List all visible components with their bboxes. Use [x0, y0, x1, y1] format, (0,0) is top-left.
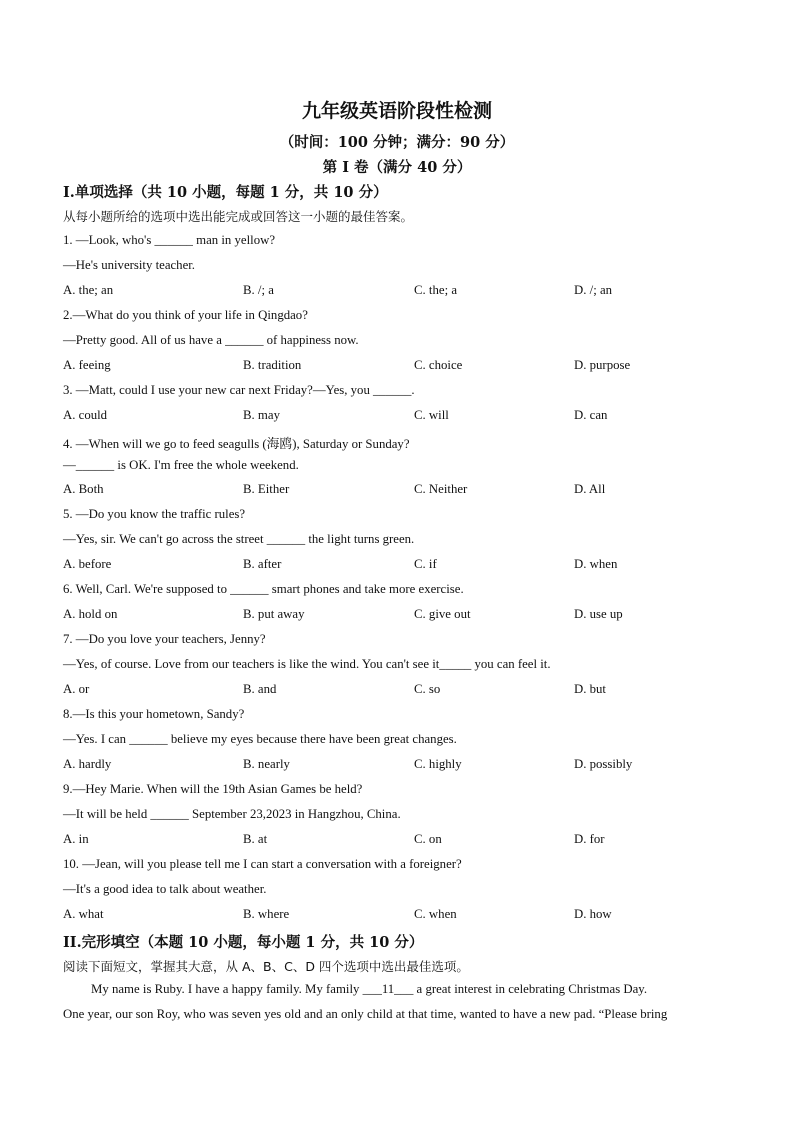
question-10-line-2: —It's a good idea to talk about weather. — [63, 882, 267, 896]
cloze-text: My name is Ruby. I have a happy family. My family — [91, 982, 363, 996]
option-d: D. when — [574, 557, 618, 571]
option-d: D. /; an — [574, 283, 613, 297]
option-c: C. highly — [414, 757, 462, 771]
section-1-instruction: 从每小题所给的选项中选出能完成或回答这一小题的最佳答案。 — [63, 209, 414, 224]
question-1-line-1: 1. —Look, who's ______ man in yellow? — [63, 233, 276, 247]
question-5-options — [63, 557, 743, 575]
cloze-text: a great interest in celebrating Christmas Day. — [413, 982, 648, 996]
option-c: C. give out — [414, 607, 471, 621]
cloze-blank-11: ___11___ — [362, 982, 414, 996]
option-a: A. or — [63, 682, 90, 696]
option-b: B. /; a — [243, 283, 274, 297]
exam-time-info: （时间：100 分钟；满分：90 分） — [279, 134, 515, 151]
option-b: B. nearly — [243, 757, 290, 771]
option-a: A. before — [63, 557, 112, 571]
question-4-line-2: —______ is OK. I'm free the whole weekend. — [63, 458, 299, 472]
option-d: D. can — [574, 408, 608, 422]
cloze-paragraph-line-2: One year, our son Roy, who was seven yes old and an only child at that time, wanted to have a new pad. “Please bring — [63, 1007, 668, 1021]
option-a: A. the; an — [63, 283, 114, 297]
option-a: A. feeing — [63, 358, 111, 372]
option-c: C. Neither — [414, 482, 468, 496]
option-d: D. use up — [574, 607, 623, 621]
option-d: D. purpose — [574, 358, 631, 372]
option-d: D. All — [574, 482, 606, 496]
option-c: C. on — [414, 832, 442, 846]
option-c: C. the; a — [414, 283, 458, 297]
question-6-options — [63, 607, 743, 625]
question-5-line-2: —Yes, sir. We can't go across the street ______ the light turns green. — [63, 532, 415, 546]
volume-heading: 第 I 卷（满分 40 分） — [322, 159, 472, 176]
option-b: B. put away — [243, 607, 305, 621]
question-7-options — [63, 682, 743, 700]
option-c: C. will — [414, 408, 449, 422]
question-8-line-1: 8.—Is this your hometown, Sandy? — [63, 707, 245, 721]
question-9-line-1: 9.—Hey Marie. When will the 19th Asian Games be held? — [63, 782, 363, 796]
question-2-line-2: —Pretty good. All of us have a ______ of happiness now. — [63, 333, 359, 347]
option-a: A. what — [63, 907, 104, 921]
section-1-heading: I.单项选择（共 10 小题，每题 1 分，共 10 分） — [63, 184, 388, 201]
question-1-options — [63, 283, 743, 301]
option-b: B. after — [243, 557, 282, 571]
page-title: 九年级英语阶段性检测 — [301, 100, 492, 122]
question-2-options — [63, 358, 743, 376]
question-1-line-2: —He's university teacher. — [63, 258, 196, 272]
question-4-options — [63, 482, 743, 500]
option-b: B. Either — [243, 482, 290, 496]
option-b: B. and — [243, 682, 277, 696]
question-9-options — [63, 832, 743, 850]
cloze-paragraph-line-1 — [91, 982, 761, 997]
question-3-line-1: 3. —Matt, could I use your new car next Friday?—Yes, you ______. — [63, 383, 415, 397]
question-6-line-1: 6. Well, Carl. We're supposed to ______ smart phones and take more exercise. — [63, 582, 464, 596]
section-2-heading: II.完形填空（本题 10 小题，每小题 1 分，共 10 分） — [63, 934, 424, 951]
question-2-line-1: 2.—What do you think of your life in Qingdao? — [63, 308, 308, 322]
option-c: C. so — [414, 682, 441, 696]
question-7-line-2: —Yes, of course. Love from our teachers is like the wind. You can't see it_____ you can feel it. — [63, 657, 551, 671]
question-10-line-1: 10. —Jean, will you please tell me I can start a conversation with a foreigner? — [63, 857, 462, 871]
question-8-options — [63, 757, 743, 775]
option-b: B. tradition — [243, 358, 302, 372]
option-b: B. where — [243, 907, 290, 921]
option-a: A. Both — [63, 482, 104, 496]
question-5-line-1: 5. —Do you know the traffic rules? — [63, 507, 246, 521]
question-4-line-1: 4. —When will we go to feed seagulls (海鸥), Saturday or Sunday? — [63, 437, 410, 451]
option-c: C. if — [414, 557, 437, 571]
option-a: A. could — [63, 408, 108, 422]
option-c: C. when — [414, 907, 457, 921]
question-8-line-2: —Yes. I can ______ believe my eyes because there have been great changes. — [63, 732, 457, 746]
option-a: A. hardly — [63, 757, 112, 771]
option-d: D. but — [574, 682, 606, 696]
question-9-line-2: —It will be held ______ September 23,2023 in Hangzhou, China. — [63, 807, 401, 821]
option-b: B. at — [243, 832, 268, 846]
option-c: C. choice — [414, 358, 463, 372]
question-10-options — [63, 907, 743, 925]
option-b: B. may — [243, 408, 280, 422]
section-2-instruction: 阅读下面短文，掌握其大意，从 A、B、C、D 四个选项中选出最佳选项。 — [63, 959, 469, 974]
question-3-options — [63, 408, 743, 426]
question-7-line-1: 7. —Do you love your teachers, Jenny? — [63, 632, 266, 646]
option-d: D. how — [574, 907, 612, 921]
option-a: A. in — [63, 832, 89, 846]
option-d: D. for — [574, 832, 605, 846]
option-a: A. hold on — [63, 607, 118, 621]
option-d: D. possibly — [574, 757, 633, 771]
